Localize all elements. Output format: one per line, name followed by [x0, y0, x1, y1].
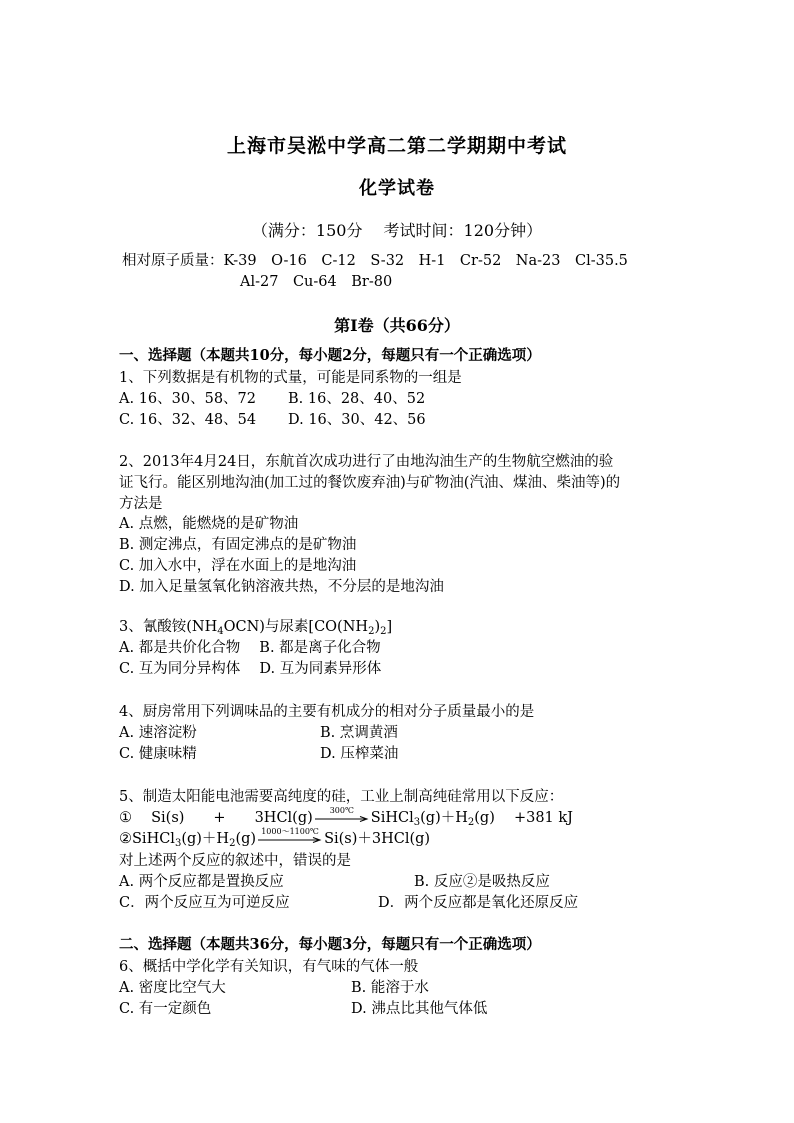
exam-subtitle: 化学试卷 [359, 178, 435, 199]
q6-option-b: B. 能溶于水 [351, 980, 429, 996]
q6-stem: 6、概括中学化学有关知识，有气味的气体一般 [119, 959, 419, 975]
q5-subscript: 2 [229, 838, 236, 849]
reaction-1-products: (g) +381 kJ [474, 810, 573, 826]
q5-option-a: A. 两个反应都是置换反应 [119, 874, 284, 890]
reaction-2-reactants: (g) [235, 831, 257, 847]
q4-stem: 4、厨房常用下列调味品的主要有机成分的相对分子质量最小的是 [119, 704, 535, 720]
q3-subscript: 2 [380, 626, 387, 637]
q2-option-d: D. 加入足量氢氧化钠溶液共热，不分层的是地沟油 [119, 579, 444, 595]
reaction-arrow-icon [313, 808, 371, 828]
q3-options-ab: A. 都是共价化合物 B. 都是离子化合物 [119, 640, 381, 656]
q4-option-d: D. 压榨菜油 [320, 746, 399, 762]
reaction-1-reactants: ① Si(s) + 3HCl(g) [119, 810, 313, 826]
reaction-arrow-icon [256, 829, 324, 849]
reaction-2-reactants: ②SiHCl [119, 831, 175, 847]
atomic-mass-line-1: 相对原子质量：K-39 O-16 C-12 S-32 H-1 Cr-52 Na-23 Cl-35.5 [122, 253, 628, 269]
part-title: 第Ⅰ卷（共66分） [334, 316, 460, 335]
q4-option-b: B. 烹调黄酒 [320, 725, 398, 741]
reaction-2-condition: 1000～1100℃ [261, 827, 319, 836]
q5-subscript: 3 [174, 838, 182, 849]
q3-subscript: 4 [217, 626, 224, 637]
q1-option-d: D. 16、30、42、56 [288, 412, 426, 428]
q1-option-a: A. 16、30、58、72 [119, 391, 256, 407]
reaction-2-products: Si(s)＋3HCl(g) [324, 831, 431, 847]
q5-option-d: D．两个反应都是氧化还原反应 [378, 895, 579, 911]
q1-option-c: C. 16、32、48、54 [119, 412, 257, 428]
q1-option-b: B. 16、28、40、52 [288, 391, 426, 407]
q4-option-c: C. 健康味精 [119, 746, 197, 762]
q6-option-a: A. 密度比空气大 [119, 980, 226, 996]
q6-option-d: D. 沸点比其他气体低 [351, 1001, 488, 1017]
q3-stem-part: 3、氰酸铵(NH [119, 619, 218, 635]
q6-option-c: C. 有一定颜色 [119, 1001, 212, 1017]
q5-option-b: B. 反应②是吸热反应 [414, 874, 550, 890]
q4-option-a: A. 速溶淀粉 [119, 725, 197, 741]
q1-stem: 1、下列数据是有机物的式量，可能是同系物的一组是 [119, 370, 462, 386]
exam-title: 上海市吴淞中学高二第二学期期中考试 [226, 135, 567, 157]
q5-subscript: 2 [467, 817, 475, 828]
section-1-title: 一、选择题（本题共10分，每小题2分，每题只有一个正确选项） [119, 347, 541, 364]
exam-meta: （满分：150分 考试时间：120分钟） [251, 221, 543, 240]
reaction-2-reactants: (g)＋H [181, 831, 230, 847]
q5-subscript: 3 [413, 817, 421, 828]
q3-stem-part: OCN)与尿素[CO(NH [223, 619, 369, 635]
q2-option-a: A. 点燃，能燃烧的是矿物油 [119, 516, 299, 532]
q3-stem-part: ] [386, 619, 393, 635]
q2-option-b: B. 测定沸点，有固定沸点的是矿物油 [119, 537, 357, 553]
reaction-1-products: SiHCl [370, 810, 414, 826]
q5-option-c: C．两个反应互为可逆反应 [119, 895, 290, 911]
q2-option-c: C. 加入水中，浮在水面上的是地沟油 [119, 558, 357, 574]
q2-stem-line-1: 2、2013年4月24日，东航首次成功进行了由地沟油生产的生物航空燃油的验 [119, 454, 614, 470]
reaction-1-products: (g)＋H [420, 810, 468, 826]
q3-options-cd: C. 互为同分异构体 D. 互为同素异形体 [119, 661, 382, 677]
q3-stem-part: ) [374, 619, 381, 635]
q2-stem-line-2: 证飞行。能区别地沟油(加工过的餐饮废弃油)与矿物油(汽油、煤油、柴油等)的 [119, 475, 621, 491]
q5-prompt: 对上述两个反应的叙述中，错误的是 [119, 853, 351, 869]
reaction-1-condition: 300℃ [329, 806, 354, 815]
section-2-title: 二、选择题（本题共36分，每小题3分，每题只有一个正确选项） [119, 936, 541, 953]
q3-subscript: 2 [368, 626, 375, 637]
q5-stem: 5、制造太阳能电池需要高纯度的硅，工业上制高纯硅常用以下反应： [119, 789, 564, 805]
q2-stem-line-3: 方法是 [119, 496, 163, 512]
atomic-mass-line-2: Al-27 Cu-64 Br-80 [240, 274, 393, 290]
